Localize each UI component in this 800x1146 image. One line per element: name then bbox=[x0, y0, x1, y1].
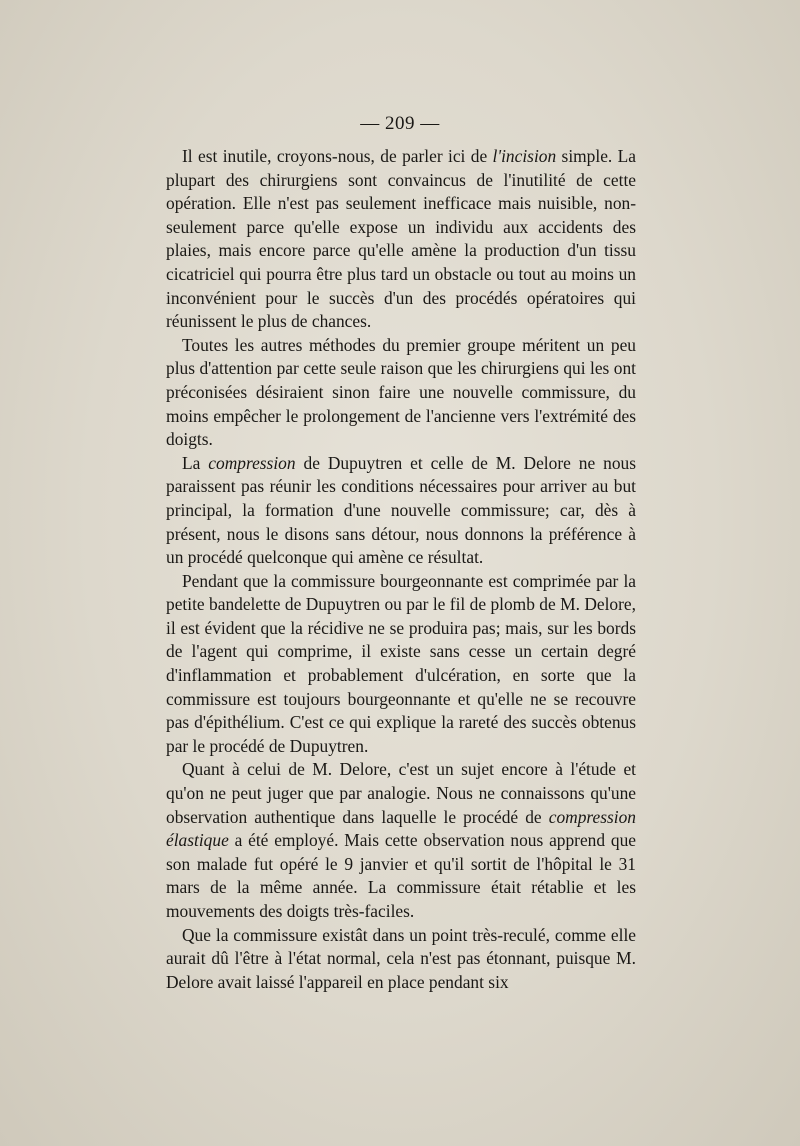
paragraph bbox=[166, 145, 636, 334]
paragraph bbox=[166, 924, 636, 995]
page-number: — 209 — bbox=[360, 113, 440, 134]
text-run: Il est inutile, croyons-nous, de parler ici de bbox=[182, 146, 493, 166]
paragraph bbox=[166, 334, 636, 452]
text-run: Pendant que la commissure bourgeonnante est comprimée par la petite bandelette de Dupuytren ou par le fil de plomb de M. Delore, il est évident que la récidive ne se produira pas; mais, sur les bords de l'agent qui comprime, il existe sans cesse un certain degré d'inflammation et probablement d'ulcération, en sorte que la commissure est toujours bourgeonnante et qu'elle ne se recouvre pas d'épithélium. C'est ce qui explique la rareté des succès obtenus par le procédé de Dupuytren. bbox=[166, 570, 636, 756]
text-run: Toutes les autres méthodes du premier groupe méritent un peu plus d'attention par cette seule raison que les chirurgiens qui les ont préconisées désiraient sinon faire une nouvelle commissure, du moins empêcher le prolongement de l'ancienne vers l'extrémité des doigts. bbox=[166, 334, 636, 450]
text-run: La bbox=[182, 452, 209, 473]
paragraph bbox=[166, 758, 636, 923]
paragraph bbox=[166, 570, 636, 759]
italic-text: l'incision bbox=[492, 146, 557, 166]
text-run: Quant à celui de M. Delore, c'est un sujet encore à l'étude et qu'on ne peut juger que par analogie. Nous ne connaissons qu'une observation authentique dans laquelle le procédé de bbox=[166, 759, 636, 827]
text-run: a été employé. Mais cette observation nous apprend que son malade fut opéré le 9 janvier et qu'il sortit de l'hôpital le 31 mars de la même année. La commissure était rétablie et les mouvements des doigts très-faciles. bbox=[166, 830, 636, 921]
italic-text: compression bbox=[208, 452, 296, 473]
text-run: simple. La plupart des chirurgiens sont convaincus de l'inutilité de cette opération. Elle n'est pas seulement inefficace mais nuisible, non-seulement parce qu'elle expose un individu aux accidents des plaies, mais encore parce qu'elle amène la production d'un tissu cicatriciel qui pourra être plus tard un obstacle ou tout au moins un inconvénient pour le succès d'un des procédés opératoires qui réunissent le plus de chances. bbox=[166, 146, 636, 332]
text-run: de Dupuytren et celle de M. Delore ne nous paraissent pas réunir les conditions nécessaires pour arriver au but principal, la formation d'une nouvelle commissure; car, dès à présent, nous le disons sans détour, nous donnons la préférence à un procédé quelconque qui amène ce résultat. bbox=[166, 452, 636, 568]
paragraph bbox=[166, 452, 636, 570]
body-text bbox=[166, 145, 636, 994]
italic-text: compression élastique bbox=[166, 806, 636, 851]
text-run: Que la commissure existât dans un point très-reculé, comme elle aurait dû l'être à l'état normal, cela n'est pas étonnant, puisque M. Delore avait laissé l'appareil en place pendant six bbox=[166, 924, 636, 992]
